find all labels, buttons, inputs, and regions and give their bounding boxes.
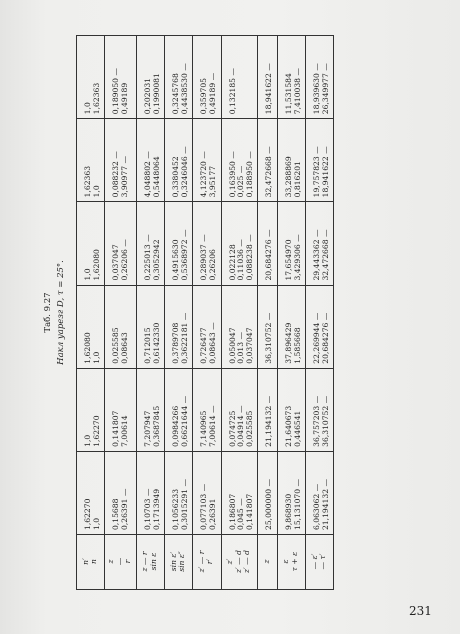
- table-row: [221, 36, 258, 590]
- table-row: [193, 36, 221, 590]
- table-cell: 0,1056233 0,3015291 —: [165, 451, 193, 534]
- table-cell: 17,654970 3,429306 —: [277, 202, 305, 285]
- row-label: z′ — r r′: [193, 535, 221, 590]
- table-cell: 0,163950 — 0,025 — 0,188950 —: [221, 119, 258, 202]
- table-cell: 0,074725 0,04914 — 0,025585: [221, 368, 258, 451]
- table-cell: 0,289037 — 0,26206: [193, 202, 221, 285]
- table-cell: 1,62270 1,0: [77, 451, 105, 534]
- row-label: — ε′ — τ′: [306, 535, 334, 590]
- table-row: [105, 36, 137, 590]
- table-row: [277, 36, 305, 590]
- table-cell: 7,207947 0,3687845: [136, 368, 164, 451]
- table-cell: 21,194132 —: [258, 368, 278, 451]
- table-cell: 29,443362 — 32,472668 —: [306, 202, 334, 285]
- row-label: z — r: [105, 535, 137, 590]
- row-label: ε τ + ε: [277, 535, 305, 590]
- table-cell: 0,10703 — 0,1713949: [136, 451, 164, 534]
- table-cell: 0,050047 0,013 — 0,037047: [221, 285, 258, 368]
- table-cell: 0,077103 — 0,26391: [193, 451, 221, 534]
- table-cell: 4,123720 — 3,95177: [193, 119, 221, 202]
- table-cell: 21,640673 0,446541: [277, 368, 305, 451]
- ray-trace-table: [76, 35, 334, 590]
- table-cell: 36,310752 —: [258, 285, 278, 368]
- table-cell: 1,62080 1,0: [77, 285, 105, 368]
- table-cell: 0,088232 — 3,90977 —: [105, 119, 137, 202]
- table-cell: 37,896429 1,585668: [277, 285, 305, 368]
- table-cell: 0,225013 — 0,3052942: [136, 202, 164, 285]
- table-cell: 0,0984266 0,6621644 —: [165, 368, 193, 451]
- table-cell: 9,868930 15,131070 —: [277, 451, 305, 534]
- table-cell: 18,939630 — 26,349977 —: [306, 36, 334, 119]
- table-cell: 1,0 1,62080: [77, 202, 105, 285]
- table-cell: 1,62363 1,0: [77, 119, 105, 202]
- table-cell: 25,000000 —: [258, 451, 278, 534]
- table-row: [165, 36, 193, 590]
- table-cell: 11,531584 7,410038 —: [277, 36, 305, 119]
- table-cell: 0,712015 0,6142330: [136, 285, 164, 368]
- table-row: [136, 36, 164, 590]
- page-number: 231: [409, 604, 432, 618]
- row-label: sin ε′ sin ε″: [165, 535, 193, 590]
- table-cell: 1,0 1,62270: [77, 368, 105, 451]
- table-cell: 20,684276 —: [258, 202, 278, 285]
- table-cell: 19,757823 — 18,941622 —: [306, 119, 334, 202]
- table-cell: 0,186807 0,045 — 0,141807: [221, 451, 258, 534]
- table-cell: 0,3789708 0,3622181 —: [165, 285, 193, 368]
- table-row: [306, 36, 334, 590]
- table-cell: 0,15688 0,26391 —: [105, 451, 137, 534]
- table-cell: 18,941622 —: [258, 36, 278, 119]
- table-cell: 6,063062 — 21,194132 —: [306, 451, 334, 534]
- table-row: [258, 36, 278, 590]
- table-subtitle: Накл уарезг D, τ = 25°.: [56, 260, 66, 365]
- table-cell: 0,189050 — 0,49189: [105, 36, 137, 119]
- table-cell: 0,025585 0,08643: [105, 285, 137, 368]
- table-cell: 0,3245768 0,4438530 —: [165, 36, 193, 119]
- table-cell: 22,269944 — 20,684276 —: [306, 285, 334, 368]
- table-cell: 0,202031 0,1990081: [136, 36, 164, 119]
- table-cell: 33,288869 0,816201: [277, 119, 305, 202]
- row-label: z: [258, 535, 278, 590]
- table-cell: 0,132185 —: [221, 36, 258, 119]
- table-cell: 0,726477 0,08643 —: [193, 285, 221, 368]
- table-cell: 32,472668 —: [258, 119, 278, 202]
- table-cell: 1,0 1,62363: [77, 36, 105, 119]
- table-number: Таб. 9.27: [43, 292, 53, 333]
- row-label: n′ n: [77, 535, 105, 590]
- rotated-table-block: [40, 35, 410, 590]
- row-label: z — r sin ε: [136, 535, 164, 590]
- table-cell: 7,140965 7,00614 —: [193, 368, 221, 451]
- table-cell: 4,048802 — 0,5448064: [136, 119, 164, 202]
- table-cell: 0,4915630 0,5368972 —: [165, 202, 193, 285]
- table-cell: 0,037047 0,26206 —: [105, 202, 137, 285]
- table-row: [77, 36, 105, 590]
- table-cell: 36,757203 — 36,310752 —: [306, 368, 334, 451]
- table-cell: 0,359705 0,49189 —: [193, 36, 221, 119]
- table-cell: 0,3380452 0,3246046 —: [165, 119, 193, 202]
- table-caption: [42, 35, 68, 590]
- row-label: z′ z′ — d z′ — d: [221, 535, 258, 590]
- table-cell: 0,022128 0,11036 — 0,088238 —: [221, 202, 258, 285]
- table-cell: 0,141807 7,00614: [105, 368, 137, 451]
